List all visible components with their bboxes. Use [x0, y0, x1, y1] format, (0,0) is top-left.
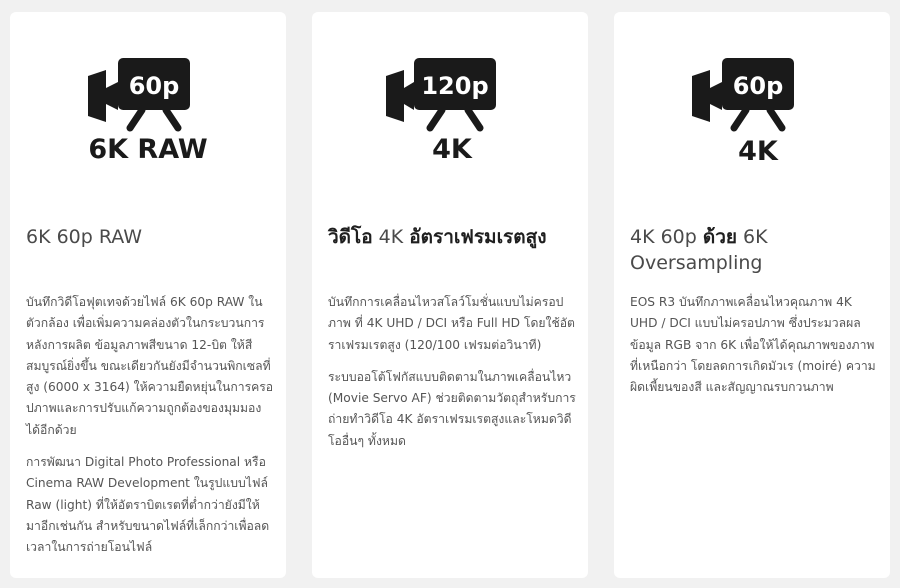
resolution-label: 4K — [738, 136, 778, 167]
card-paragraph: การพัฒนา Digital Photo Professional หรือ Cinema RAW Development ในรูปแบบไฟล์ Raw (light) ที่ให้อัตราบิตเรตที่ต่ำกว่ายังมีให้มาอีกเช่นกัน สำหรับขนาดไฟล์ที่เล็กกว่าเพื่อลดเวลาในการถ่ายโอนไฟล์ — [26, 455, 270, 555]
card-title — [26, 224, 270, 250]
card-title-part: ด้วย — [702, 226, 738, 248]
card-body — [328, 292, 576, 463]
resolution-label: 4K — [432, 134, 472, 165]
card-body — [630, 292, 878, 409]
frame-rate-label: 120p — [421, 72, 489, 100]
frame-rate-label: 60p — [732, 72, 784, 100]
frame-rate-label: 60p — [128, 72, 180, 100]
video-camera-icon — [312, 56, 588, 176]
feature-card-4k-high-frame-rate — [312, 12, 588, 578]
card-title-part: 4K 60p — [630, 226, 703, 248]
card-paragraph: บันทึกการเคลื่อนไหวสโลว์โมชั่นแบบไม่ครอปภาพ ที่ 4K UHD / DCI หรือ Full HD โดยใช้อัตราเฟรมเรตสูง (120/100 เฟรมต่อวินาที) — [328, 295, 575, 352]
resolution-label: 6K RAW — [88, 134, 208, 165]
card-title-part: วิดีโอ — [328, 226, 373, 248]
card-title-part: อัตราเฟรมเรตสูง — [409, 226, 547, 248]
card-paragraph: ระบบออโต้โฟกัสแบบติดตามในภาพเคลื่อนไหว (Movie Servo AF) ช่วยติดตามวัตถุสำหรับการถ่ายทำวิดีโอ 4K อัตราเฟรมเรตสูงและโหมดวิดีโออื่นๆ ทั้งหมด — [328, 369, 576, 448]
card-body — [26, 292, 274, 570]
feature-card-6k-raw — [10, 12, 286, 578]
feature-card-4k-oversampling — [614, 12, 890, 578]
card-title-part: 4K — [372, 226, 410, 248]
card-paragraph: EOS R3 บันทึกภาพเคลื่อนไหวคุณภาพ 4K UHD / DCI แบบไม่ครอปภาพ ซึ่งประมวลผลข้อมูล RGB จาก 6K เพื่อให้ได้คุณภาพของภาพที่เหนือกว่า โดยลดการเกิดมัวเร (moiré) ความผิดเพี้ยนของสี และสัญญาณรบกวนภาพ — [630, 295, 876, 395]
card-paragraph: บันทึกวิดีโอฟุตเทจด้วยไฟล์ 6K 60p RAW ในตัวกล้อง เพื่อเพิ่มความคล่องตัวในกระบวนการหลังการผลิต ข้อมูลภาพสีขนาด 12-บิต ให้สีสมบูรณ์ยิ่งขึ้น ขณะเดียวกันยังมีจำนวนพิกเซลที่สูง (6000 x 3164) ให้ความยืดหยุ่นในการครอปภาพและการปรับแก้ความถูกต้องของมุมมองได้อีกด้วย — [26, 295, 274, 437]
video-camera-icon — [10, 56, 286, 176]
card-title — [328, 224, 572, 250]
card-title-text: 6K 60p RAW — [26, 226, 143, 248]
card-title-part: 6K Oversampling — [630, 226, 768, 274]
video-camera-icon — [614, 56, 890, 176]
card-title — [630, 224, 874, 276]
